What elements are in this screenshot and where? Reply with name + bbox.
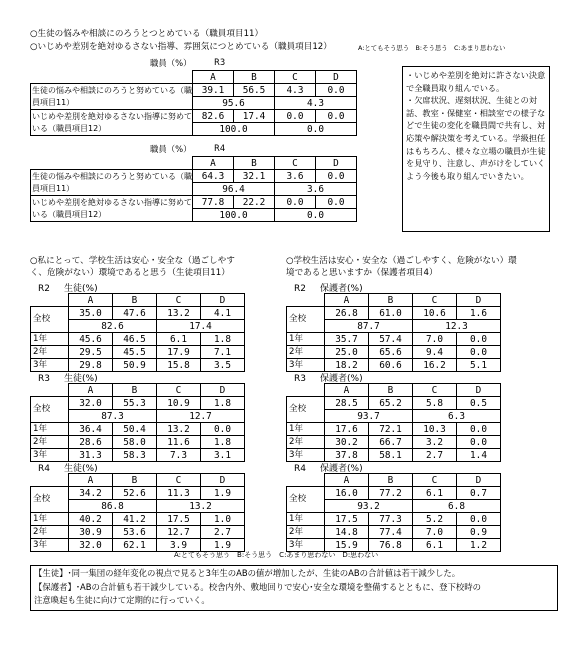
summary-students: 【生徒】･同一集団の経年変化の視点で見ると3年生のABの値が増加したが、生徒のABの合計値は若干減少した。 — [34, 568, 461, 578]
table-row — [31, 397, 245, 410]
cell-a: 30.2 — [325, 436, 369, 449]
cell-a: 32.0 — [69, 397, 113, 410]
cell-c: 7.0 — [413, 526, 457, 539]
cell-b: 58.3 — [113, 449, 157, 462]
table-group: 保護者 — [319, 284, 347, 294]
table-row — [31, 196, 357, 209]
header-c: C — [413, 294, 457, 307]
cell-d: 0.0 — [457, 346, 501, 359]
header-d: D — [201, 294, 245, 307]
cell-d: 3.1 — [201, 449, 245, 462]
row-label: 全校 — [31, 397, 69, 423]
cell-c: 11.3 — [157, 487, 201, 500]
row-label: 3年 — [287, 359, 325, 372]
table-row — [287, 423, 501, 436]
cell-b: 65.2 — [369, 397, 413, 410]
cell-c: 10.6 — [413, 307, 457, 320]
cell-b: 58.0 — [113, 436, 157, 449]
cell-b: 41.2 — [113, 513, 157, 526]
cell-b: 66.7 — [369, 436, 413, 449]
cell-d: 1.8 — [201, 436, 245, 449]
header-d: D — [457, 384, 501, 397]
header-a: A — [325, 294, 369, 307]
cell-c: 7.3 — [157, 449, 201, 462]
staff-r3-caption: 職員（%） — [150, 58, 192, 68]
table-group: 保護者 — [319, 374, 347, 384]
cell-ab-total: 87.7 — [325, 320, 413, 333]
cell-d: 0.0 — [316, 84, 357, 97]
cell-d: 0.0 — [316, 196, 357, 209]
cell-b: 46.5 — [113, 333, 157, 346]
cell-d: 1.0 — [201, 513, 245, 526]
cell-d: 0.0 — [316, 170, 357, 183]
row-label: 全校 — [31, 487, 69, 513]
cell-ab-total: 100.0 — [193, 209, 275, 222]
cell-b: 65.6 — [369, 346, 413, 359]
staff-note-line: ・いじめや差別を絶対に許さない決意で全職員取り組んでいる。 — [406, 70, 546, 93]
row-label: 全校 — [287, 307, 325, 333]
cell-c: 6.1 — [157, 333, 201, 346]
cell-d: 0.9 — [457, 526, 501, 539]
parent-survey-table — [286, 383, 501, 462]
cell-a: 29.5 — [69, 346, 113, 359]
row-label: いじめや差別を絶対ゆるさない指導に努めている（職員項目12） — [31, 110, 193, 136]
cell-a: 32.0 — [69, 539, 113, 552]
cell-c: 13.2 — [157, 307, 201, 320]
table-group: 生徒 — [63, 464, 82, 474]
staff-note-line: ・欠席状況、遅刻状況、生徒との対話、教室・保健室・相談室での様子などで生徒の変化を職員間で共有し、対応策や解決策を考えている。学級担任はもちろん、様々な立場の職員が生徒を見守り、注意し、声がけをしていくよう今後も取り組んでいきたい。 — [406, 95, 546, 181]
cell-a: 77.8 — [193, 196, 234, 209]
row-label: 3年 — [287, 539, 325, 552]
row-label: 3年 — [31, 449, 69, 462]
table-group: 生徒 — [63, 284, 82, 294]
table-row — [31, 423, 245, 436]
header-c: C — [157, 294, 201, 307]
summary-parents-cont: 注意喚起も生徒に向けて定期的に行っていく。 — [34, 595, 210, 606]
cell-d: 0.0 — [457, 513, 501, 526]
row-label: 2年 — [287, 526, 325, 539]
parent-section-title: ○学校生活は安心・安全な（過ごしやすく、危険がない）環 — [286, 256, 517, 266]
cell-a: 29.8 — [69, 359, 113, 372]
header-b: B — [113, 384, 157, 397]
cell-c: 4.3 — [275, 84, 316, 97]
table-row — [287, 513, 501, 526]
cell-d: 2.7 — [201, 526, 245, 539]
cell-cd-total: 6.3 — [413, 410, 501, 423]
cell-c: 6.1 — [413, 539, 457, 552]
cell-c: 5.2 — [413, 513, 457, 526]
row-label: 1年 — [287, 513, 325, 526]
parent-survey-table — [286, 473, 501, 552]
header-b: B — [369, 384, 413, 397]
header-a: A — [193, 157, 234, 170]
header-b: B — [234, 157, 275, 170]
cell-a: 14.8 — [325, 526, 369, 539]
table-row — [287, 436, 501, 449]
row-label: 1年 — [31, 423, 69, 436]
cell-a: 35.0 — [69, 307, 113, 320]
cell-ab-total: 87.3 — [69, 410, 157, 423]
cell-c: 0.0 — [275, 196, 316, 209]
cell-d: 5.1 — [457, 359, 501, 372]
cell-d: 0.0 — [457, 333, 501, 346]
table-unit: (%) — [82, 464, 98, 474]
cell-d: 3.5 — [201, 359, 245, 372]
cell-c: 12.7 — [157, 526, 201, 539]
cell-c: 2.7 — [413, 449, 457, 462]
cell-d: 0.5 — [457, 397, 501, 410]
cell-d: 1.8 — [201, 397, 245, 410]
cell-cd-total: 17.4 — [157, 320, 245, 333]
cell-cd-total: 12.3 — [413, 320, 501, 333]
parent-section-title-2: 境であると思いますか（保護者項目4） — [286, 268, 438, 278]
row-label: 2年 — [31, 526, 69, 539]
row-label: 1年 — [31, 333, 69, 346]
table-row — [31, 333, 245, 346]
table-row — [31, 487, 245, 500]
table-year: R2 — [38, 284, 50, 294]
cell-a: 30.9 — [69, 526, 113, 539]
cell-a: 36.4 — [69, 423, 113, 436]
header-c: C — [157, 384, 201, 397]
row-label: 1年 — [287, 333, 325, 346]
row-label: 3年 — [31, 359, 69, 372]
cell-ab-total: 96.4 — [193, 183, 275, 196]
row-label: 全校 — [31, 307, 69, 333]
table-row — [31, 384, 245, 397]
table-year: R3 — [294, 374, 306, 384]
row-label: 生徒の悩みや相談にのろうと努めている（職員項目11） — [31, 84, 193, 110]
header-c: C — [413, 384, 457, 397]
cell-a: 82.6 — [193, 110, 234, 123]
header-a: A — [193, 71, 234, 84]
student-survey-table — [30, 293, 245, 372]
row-label: 1年 — [31, 513, 69, 526]
cell-a: 26.8 — [325, 307, 369, 320]
cell-d: 1.2 — [457, 539, 501, 552]
table-year: R4 — [38, 464, 50, 474]
table-year: R2 — [294, 284, 306, 294]
table-row — [287, 384, 501, 397]
header-b: B — [369, 294, 413, 307]
cell-b: 56.5 — [234, 84, 275, 97]
header-c: C — [275, 71, 316, 84]
header-item-12: ○いじめや差別を絶対ゆるさない指導、雰囲気につとめている（職員項目12） — [30, 42, 332, 52]
cell-b: 77.4 — [369, 526, 413, 539]
cell-a: 34.2 — [69, 487, 113, 500]
cell-d: 1.8 — [201, 333, 245, 346]
header-c: C — [275, 157, 316, 170]
header-d: D — [201, 384, 245, 397]
cell-a: 17.6 — [325, 423, 369, 436]
table-unit: (%) — [82, 374, 98, 384]
cell-d: 0.7 — [457, 487, 501, 500]
table-row — [287, 526, 501, 539]
cell-a: 35.7 — [325, 333, 369, 346]
cell-b: 53.6 — [113, 526, 157, 539]
cell-ab-total: 86.8 — [69, 500, 157, 513]
cell-b: 62.1 — [113, 539, 157, 552]
cell-b: 77.2 — [369, 487, 413, 500]
header-legend: A:とてもそう思う B:そう思う C:あまり思わない — [358, 44, 506, 52]
row-label: 2年 — [31, 436, 69, 449]
cell-b: 45.5 — [113, 346, 157, 359]
cell-b: 17.4 — [234, 110, 275, 123]
table-row — [287, 397, 501, 410]
cell-d: 1.4 — [457, 449, 501, 462]
cell-a: 17.5 — [325, 513, 369, 526]
staff-r4-caption: 職員（%） — [150, 144, 192, 154]
table-row — [31, 170, 357, 183]
header-c: C — [413, 474, 457, 487]
cell-b: 50.9 — [113, 359, 157, 372]
cell-a: 64.3 — [193, 170, 234, 183]
cell-d: 1.9 — [201, 487, 245, 500]
table-row — [31, 84, 357, 97]
table-row — [31, 157, 357, 170]
cell-a: 37.8 — [325, 449, 369, 462]
header-b: B — [113, 474, 157, 487]
table-row — [31, 110, 357, 123]
cell-b: 22.2 — [234, 196, 275, 209]
table-row — [287, 333, 501, 346]
cell-b: 60.6 — [369, 359, 413, 372]
cell-ab-total: 93.7 — [325, 410, 413, 423]
cell-c: 0.0 — [275, 110, 316, 123]
cell-b: 77.3 — [369, 513, 413, 526]
header-d: D — [201, 474, 245, 487]
cell-c: 9.4 — [413, 346, 457, 359]
cell-b: 50.4 — [113, 423, 157, 436]
header-d: D — [457, 294, 501, 307]
cell-d: 7.1 — [201, 346, 245, 359]
header-d: D — [316, 157, 357, 170]
cell-c: 11.6 — [157, 436, 201, 449]
student-section-title: ○私にとって、学校生活は安心・安全な（過ごしやす — [30, 256, 235, 266]
staff-r4-table — [30, 156, 357, 222]
table-row — [31, 71, 357, 84]
header-a: A — [69, 294, 113, 307]
cell-c: 3.9 — [157, 539, 201, 552]
cell-c: 17.5 — [157, 513, 201, 526]
cell-d: 0.0 — [316, 110, 357, 123]
header-item-11: ○生徒の悩みや相談にのろうとつとめている（職員項目11） — [30, 29, 264, 39]
cell-c: 10.3 — [413, 423, 457, 436]
cell-ab-total: 93.2 — [325, 500, 413, 513]
cell-d: 0.0 — [457, 436, 501, 449]
table-row — [287, 449, 501, 462]
cell-d: 1.9 — [201, 539, 245, 552]
table-row — [287, 294, 501, 307]
cell-a: 39.1 — [193, 84, 234, 97]
staff-note-box — [402, 66, 550, 232]
student-survey-table — [30, 383, 245, 462]
cell-b: 47.6 — [113, 307, 157, 320]
cell-b: 58.1 — [369, 449, 413, 462]
summary-box — [30, 565, 558, 611]
header-a: A — [69, 384, 113, 397]
cell-a: 15.9 — [325, 539, 369, 552]
cell-c: 16.2 — [413, 359, 457, 372]
parent-survey-table — [286, 293, 501, 372]
cell-b: 57.4 — [369, 333, 413, 346]
cell-b: 55.3 — [113, 397, 157, 410]
cell-c: 10.9 — [157, 397, 201, 410]
table-row — [31, 294, 245, 307]
table-unit: (%) — [347, 284, 363, 294]
table-row — [31, 513, 245, 526]
cell-c: 3.2 — [413, 436, 457, 449]
table-row — [31, 449, 245, 462]
cell-a: 40.2 — [69, 513, 113, 526]
cell-b: 52.6 — [113, 487, 157, 500]
cell-ab-total: 82.6 — [69, 320, 157, 333]
cell-c: 15.8 — [157, 359, 201, 372]
table-year: R4 — [294, 464, 306, 474]
table-unit: (%) — [82, 284, 98, 294]
row-label: 3年 — [287, 449, 325, 462]
header-d: D — [457, 474, 501, 487]
table-row — [287, 359, 501, 372]
cell-d: 4.1 — [201, 307, 245, 320]
staff-r3-year: R3 — [214, 57, 226, 67]
table-unit: (%) — [347, 464, 363, 474]
cell-c: 6.1 — [413, 487, 457, 500]
table-group: 保護者 — [319, 464, 347, 474]
cell-ab-total: 95.6 — [193, 97, 275, 110]
cell-a: 25.0 — [325, 346, 369, 359]
student-section-title-2: く、危険がない）環境であると思う（生徒項目11） — [30, 268, 230, 278]
cell-c: 17.9 — [157, 346, 201, 359]
cell-cd-total: 13.2 — [157, 500, 245, 513]
cell-d: 0.0 — [201, 423, 245, 436]
cell-b: 61.0 — [369, 307, 413, 320]
cell-cd-total: 3.6 — [275, 183, 357, 196]
row-label: 1年 — [287, 423, 325, 436]
staff-r4-year: R4 — [214, 143, 226, 153]
row-label: 生徒の悩みや相談にのろうと努めている（職員項目11） — [31, 170, 193, 196]
table-row — [31, 307, 245, 320]
cell-a: 31.3 — [69, 449, 113, 462]
table-row — [287, 474, 501, 487]
footer-legend: A:とてもそう思う B:そう思う C:あまり思わない D:思わない — [174, 551, 379, 559]
cell-ab-total: 100.0 — [193, 123, 275, 136]
row-label: 全校 — [287, 397, 325, 423]
cell-a: 45.6 — [69, 333, 113, 346]
header-b: B — [234, 71, 275, 84]
row-label: 全校 — [287, 487, 325, 513]
student-survey-table — [30, 473, 245, 552]
cell-cd-total: 0.0 — [275, 209, 357, 222]
cell-c: 7.0 — [413, 333, 457, 346]
cell-cd-total: 12.7 — [157, 410, 245, 423]
header-a: A — [69, 474, 113, 487]
table-row — [31, 359, 245, 372]
table-row — [31, 346, 245, 359]
table-year: R3 — [38, 374, 50, 384]
header-a: A — [325, 384, 369, 397]
table-unit: (%) — [347, 374, 363, 384]
table-group: 生徒 — [63, 374, 82, 384]
table-row — [31, 474, 245, 487]
cell-d: 0.0 — [457, 423, 501, 436]
summary-parents: 【保護者】･ABの合計値も若干減少している。校舎内外、敷地回りで安心･安全な環境を整備するとともに、登下校時の — [34, 581, 481, 592]
cell-cd-total: 0.0 — [275, 123, 357, 136]
cell-a: 28.5 — [325, 397, 369, 410]
cell-c: 3.6 — [275, 170, 316, 183]
table-row — [287, 346, 501, 359]
header-b: B — [369, 474, 413, 487]
table-row — [287, 487, 501, 500]
cell-a: 18.2 — [325, 359, 369, 372]
table-row — [31, 526, 245, 539]
row-label: 2年 — [31, 346, 69, 359]
header-d: D — [316, 71, 357, 84]
cell-b: 72.1 — [369, 423, 413, 436]
header-b: B — [113, 294, 157, 307]
table-row — [287, 307, 501, 320]
staff-r3-table — [30, 70, 357, 136]
cell-c: 13.2 — [157, 423, 201, 436]
cell-a: 28.6 — [69, 436, 113, 449]
cell-b: 76.8 — [369, 539, 413, 552]
header-c: C — [157, 474, 201, 487]
row-label: 2年 — [287, 346, 325, 359]
table-row — [31, 436, 245, 449]
cell-a: 16.0 — [325, 487, 369, 500]
cell-cd-total: 6.8 — [413, 500, 501, 513]
row-label: 2年 — [287, 436, 325, 449]
cell-cd-total: 4.3 — [275, 97, 357, 110]
header-a: A — [325, 474, 369, 487]
cell-b: 32.1 — [234, 170, 275, 183]
cell-c: 5.8 — [413, 397, 457, 410]
row-label: 3年 — [31, 539, 69, 552]
row-label: いじめや差別を絶対ゆるさない指導に努めている（職員項目12） — [31, 196, 193, 222]
cell-d: 1.6 — [457, 307, 501, 320]
